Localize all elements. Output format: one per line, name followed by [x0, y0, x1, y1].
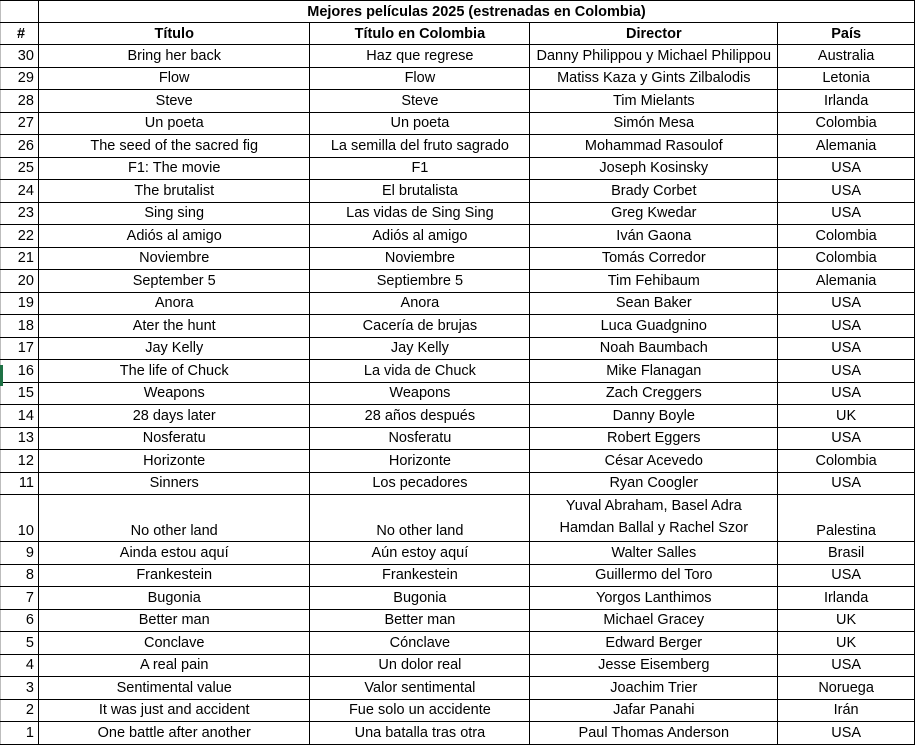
cell-director[interactable]: Mohammad Rasoulof [530, 135, 778, 158]
cell-pais[interactable]: USA [778, 202, 915, 225]
cell-titulo-co[interactable]: Las vidas de Sing Sing [310, 202, 530, 225]
cell-titulo-co[interactable]: Bugonia [310, 587, 530, 610]
cell-pais[interactable]: Colombia [778, 247, 915, 270]
cell-director[interactable]: Guillermo del Toro [530, 564, 778, 587]
cell-director[interactable]: Zach Creggers [530, 382, 778, 405]
cell-pais[interactable]: Irlanda [778, 587, 915, 610]
cell-pais[interactable]: USA [778, 180, 915, 203]
table-row [1, 382, 915, 405]
cell-director[interactable]: Tomás Corredor [530, 247, 778, 270]
director-line-1: Yuval Abraham, Basel Adra [565, 498, 742, 514]
cell-titulo-co[interactable]: Better man [310, 609, 530, 632]
cell-titulo-co[interactable]: Los pecadores [310, 472, 530, 495]
cell-pais[interactable]: Irán [778, 699, 915, 722]
cell-pais[interactable]: UK [778, 405, 915, 428]
cell-director[interactable]: Simón Mesa [530, 112, 778, 135]
table-row [1, 564, 915, 587]
cell-titulo[interactable]: Adiós al amigo [38, 225, 310, 248]
cell-num[interactable]: 21 [1, 247, 39, 270]
cell-titulo-co[interactable]: Un dolor real [310, 654, 530, 677]
header-row [1, 23, 915, 45]
cell-titulo[interactable]: The seed of the sacred fig [38, 135, 310, 158]
table-row [1, 587, 915, 610]
cell-num[interactable]: 12 [1, 450, 39, 473]
director-line-2: Hamdan Ballal y Rachel Szor [559, 520, 749, 536]
cell-director[interactable]: Jesse Eisemberg [530, 654, 778, 677]
cell-pais[interactable]: USA [778, 382, 915, 405]
cell-titulo-co[interactable]: Flow [310, 67, 530, 90]
cell-titulo[interactable]: Weapons [38, 382, 310, 405]
cell-titulo-co[interactable]: La vida de Chuck [310, 360, 530, 383]
cell-num[interactable]: 28 [1, 90, 39, 113]
cell-titulo[interactable]: F1: The movie [38, 157, 310, 180]
table-row [1, 677, 915, 700]
cell-pais[interactable]: USA [778, 292, 915, 315]
header-num[interactable]: # [1, 23, 39, 45]
cell-titulo[interactable]: Better man [38, 609, 310, 632]
cell-titulo[interactable]: The life of Chuck [38, 360, 310, 383]
cell-titulo[interactable]: The brutalist [38, 180, 310, 203]
cell-director[interactable]: Brady Corbet [530, 180, 778, 203]
cell-pais[interactable]: Brasil [778, 542, 915, 565]
cell-pais[interactable]: USA [778, 315, 915, 338]
cell-num[interactable]: 7 [1, 587, 39, 610]
cell-num[interactable]: 27 [1, 112, 39, 135]
cell-pais[interactable]: Colombia [778, 112, 915, 135]
cell-titulo[interactable]: It was just and accident [38, 699, 310, 722]
cell-num[interactable]: 20 [1, 270, 39, 293]
sheet-title[interactable]: Mejores películas 2025 (estrenadas en Colombia) [38, 1, 914, 23]
cell-titulo-co[interactable]: Una batalla tras otra [310, 722, 530, 745]
cell-num[interactable]: 26 [1, 135, 39, 158]
table-row [1, 609, 915, 632]
header-titulo[interactable]: Título [38, 23, 310, 45]
cell-num[interactable]: 8 [1, 564, 39, 587]
cell-titulo-co[interactable]: Adiós al amigo [310, 225, 530, 248]
cell-titulo-co[interactable]: Cacería de brujas [310, 315, 530, 338]
cell-director[interactable]: Tim Mielants [530, 90, 778, 113]
table-row [1, 202, 915, 225]
cell-titulo-co[interactable]: Steve [310, 90, 530, 113]
table-row [1, 135, 915, 158]
cell-titulo-co[interactable]: Noviembre [310, 247, 530, 270]
cell-titulo-co[interactable]: Nosferatu [310, 427, 530, 450]
cell-num[interactable]: 25 [1, 157, 39, 180]
table-row [1, 292, 915, 315]
cell-titulo[interactable]: Conclave [38, 632, 310, 655]
cell-num[interactable]: 9 [1, 542, 39, 565]
cell-titulo[interactable]: Jay Kelly [38, 337, 310, 360]
table-row [1, 67, 915, 90]
table-row [1, 722, 915, 745]
cell-titulo-co[interactable]: Aún estoy aquí [310, 542, 530, 565]
table-row [1, 270, 915, 293]
cell-titulo-co[interactable]: Jay Kelly [310, 337, 530, 360]
table-row [1, 632, 915, 655]
cell-titulo[interactable]: A real pain [38, 654, 310, 677]
cell-pais[interactable]: USA [778, 654, 915, 677]
cell-num[interactable]: 24 [1, 180, 39, 203]
cell-director[interactable]: Joachim Trier [530, 677, 778, 700]
table-row [1, 247, 915, 270]
cell-titulo[interactable]: One battle after another [38, 722, 310, 745]
table-row [1, 699, 915, 722]
cell-titulo-co[interactable]: Un poeta [310, 112, 530, 135]
cell-num[interactable]: 15 [1, 382, 39, 405]
table-row [1, 360, 915, 383]
cell-titulo-co[interactable]: Weapons [310, 382, 530, 405]
cell-titulo[interactable]: Ainda estou aquí [38, 542, 310, 565]
cell-pais[interactable]: UK [778, 609, 915, 632]
cell-num[interactable]: 3 [1, 677, 39, 700]
cell-titulo-co[interactable]: Cónclave [310, 632, 530, 655]
cell-titulo[interactable]: Sentimental value [38, 677, 310, 700]
cell-titulo[interactable]: September 5 [38, 270, 310, 293]
table-row [1, 337, 915, 360]
cell-titulo[interactable]: Frankestein [38, 564, 310, 587]
header-pais[interactable]: País [778, 23, 915, 45]
cell-titulo-co[interactable]: Haz que regrese [310, 45, 530, 68]
cell-pais[interactable]: Noruega [778, 677, 915, 700]
cell-pais[interactable]: Letonia [778, 67, 915, 90]
cell-director[interactable]: Danny Philippou y Michael Philippou [530, 45, 778, 68]
cell-pais[interactable]: Irlanda [778, 90, 915, 113]
cell-titulo[interactable]: Un poeta [38, 112, 310, 135]
table-row [1, 405, 915, 428]
table-row [1, 225, 915, 248]
header-titulo-colombia[interactable]: Título en Colombia [310, 23, 530, 45]
cell-titulo[interactable]: Sinners [38, 472, 310, 495]
cell-director[interactable]: Iván Gaona [530, 225, 778, 248]
cell-director[interactable]: Matiss Kaza y Gints Zilbalodis [530, 67, 778, 90]
table-row [1, 427, 915, 450]
table-row [1, 450, 915, 473]
cell-titulo-co[interactable]: La semilla del fruto sagrado [310, 135, 530, 158]
table-row [1, 315, 915, 338]
cell-titulo-co[interactable]: Fue solo un accidente [310, 699, 530, 722]
cell-titulo[interactable]: Anora [38, 292, 310, 315]
cell-num[interactable]: 6 [1, 609, 39, 632]
cell-director[interactable]: César Acevedo [530, 450, 778, 473]
cell-num[interactable]: 30 [1, 45, 39, 68]
cell-pais[interactable]: USA [778, 157, 915, 180]
cell-director[interactable]: Yorgos Lanthimos [530, 587, 778, 610]
cell-num[interactable]: 10 [1, 495, 39, 542]
table-row [1, 157, 915, 180]
cell-pais[interactable]: USA [778, 722, 915, 745]
cell-num[interactable]: 23 [1, 202, 39, 225]
cell-titulo[interactable]: Steve [38, 90, 310, 113]
cell-director[interactable]: Paul Thomas Anderson [530, 722, 778, 745]
table-row [1, 495, 915, 542]
cell-director[interactable]: Noah Baumbach [530, 337, 778, 360]
cell-num[interactable]: 2 [1, 699, 39, 722]
title-row [1, 1, 915, 23]
cell-num[interactable]: 19 [1, 292, 39, 315]
cell-director[interactable]: Sean Baker [530, 292, 778, 315]
cell-pais[interactable]: Australia [778, 45, 915, 68]
cell-titulo[interactable]: Sing sing [38, 202, 310, 225]
cell-titulo[interactable]: Ater the hunt [38, 315, 310, 338]
cell-num[interactable]: 22 [1, 225, 39, 248]
cell-num[interactable]: 16 [1, 360, 39, 383]
empty-cell[interactable] [1, 1, 39, 23]
cell-director[interactable]: Luca Guadgnino [530, 315, 778, 338]
cell-titulo-co[interactable]: F1 [310, 157, 530, 180]
cell-director[interactable]: Danny Boyle [530, 405, 778, 428]
cell-pais[interactable]: USA [778, 427, 915, 450]
cell-director[interactable]: Robert Eggers [530, 427, 778, 450]
cell-num[interactable]: 13 [1, 427, 39, 450]
table-row [1, 542, 915, 565]
cell-pais[interactable]: Palestina [778, 495, 915, 542]
cell-director[interactable]: Walter Salles [530, 542, 778, 565]
table-row [1, 654, 915, 677]
cell-titulo[interactable]: Nosferatu [38, 427, 310, 450]
cell-titulo-co[interactable]: El brutalista [310, 180, 530, 203]
cell-pais[interactable]: USA [778, 564, 915, 587]
cell-num[interactable]: 17 [1, 337, 39, 360]
cell-director[interactable]: Jafar Panahi [530, 699, 778, 722]
cell-titulo-co[interactable]: Frankestein [310, 564, 530, 587]
cell-director[interactable]: Tim Fehibaum [530, 270, 778, 293]
cell-titulo-co[interactable]: 28 años después [310, 405, 530, 428]
table-row [1, 472, 915, 495]
cell-pais[interactable]: Alemania [778, 135, 915, 158]
cell-pais[interactable]: Colombia [778, 450, 915, 473]
cell-director[interactable]: Ryan Coogler [530, 472, 778, 495]
cell-num[interactable]: 4 [1, 654, 39, 677]
cell-pais[interactable]: Colombia [778, 225, 915, 248]
cell-titulo-co[interactable]: Septiembre 5 [310, 270, 530, 293]
table-row [1, 90, 915, 113]
cell-director[interactable]: Greg Kwedar [530, 202, 778, 225]
active-row-marker [0, 365, 3, 386]
cell-titulo[interactable]: Bugonia [38, 587, 310, 610]
cell-titulo[interactable]: Horizonte [38, 450, 310, 473]
cell-num[interactable]: 18 [1, 315, 39, 338]
cell-pais[interactable]: USA [778, 360, 915, 383]
cell-titulo[interactable]: Noviembre [38, 247, 310, 270]
table-row [1, 45, 915, 68]
cell-director[interactable]: Mike Flanagan [530, 360, 778, 383]
cell-titulo[interactable]: 28 days later [38, 405, 310, 428]
table-row [1, 180, 915, 203]
cell-num[interactable]: 1 [1, 722, 39, 745]
header-director[interactable]: Director [530, 23, 778, 45]
cell-titulo-co[interactable]: Valor sentimental [310, 677, 530, 700]
cell-titulo[interactable]: Flow [38, 67, 310, 90]
cell-num[interactable]: 14 [1, 405, 39, 428]
cell-pais[interactable]: USA [778, 472, 915, 495]
table-row [1, 112, 915, 135]
cell-director[interactable]: Joseph Kosinsky [530, 157, 778, 180]
cell-num[interactable]: 5 [1, 632, 39, 655]
cell-num[interactable]: 11 [1, 472, 39, 495]
cell-director[interactable] [530, 495, 778, 542]
cell-num[interactable]: 29 [1, 67, 39, 90]
cell-director[interactable]: Edward Berger [530, 632, 778, 655]
cell-titulo[interactable]: Bring her back [38, 45, 310, 68]
cell-pais[interactable]: UK [778, 632, 915, 655]
cell-titulo-co[interactable]: No other land [310, 495, 530, 542]
cell-pais[interactable]: Alemania [778, 270, 915, 293]
cell-pais[interactable]: USA [778, 337, 915, 360]
cell-director[interactable]: Michael Gracey [530, 609, 778, 632]
cell-titulo[interactable]: No other land [38, 495, 310, 542]
cell-titulo-co[interactable]: Anora [310, 292, 530, 315]
cell-titulo-co[interactable]: Horizonte [310, 450, 530, 473]
